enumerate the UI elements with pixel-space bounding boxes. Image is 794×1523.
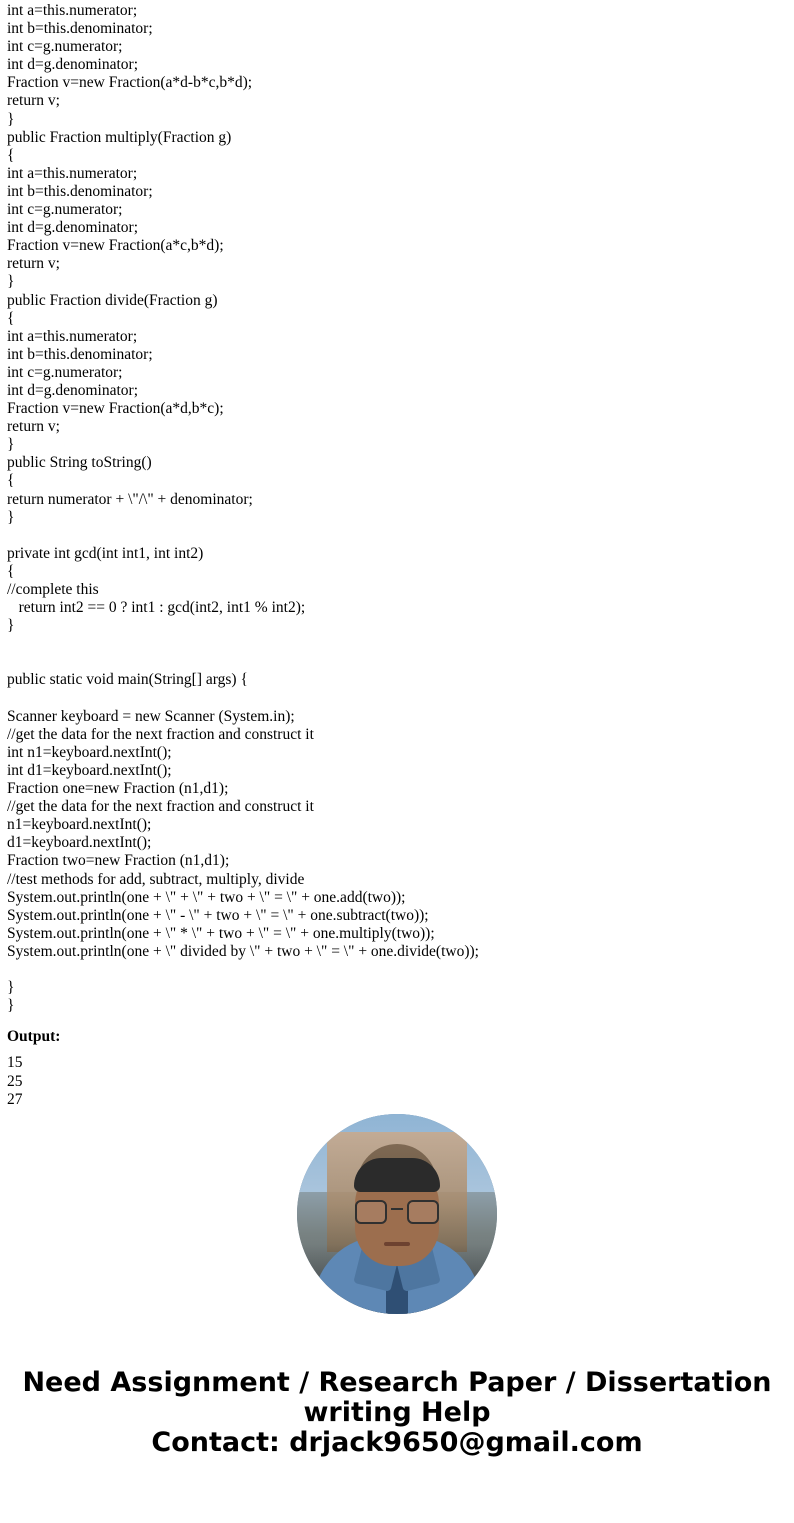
code-line: System.out.println(one + \" * \" + two + \" = \" + one.multiply(two)); (7, 924, 435, 942)
output-line: 27 (7, 1090, 23, 1107)
code-line: System.out.println(one + \" + \" + two + \" = \" + one.add(two)); (7, 888, 406, 906)
code-line (7, 527, 794, 545)
code-line: { (7, 146, 15, 164)
program-output (0, 1054, 794, 1106)
code-line: int a=this.numerator; (7, 2, 138, 19)
code-line: public static void main(String[] args) { (7, 671, 248, 689)
code-line: int b=this.denominator; (7, 345, 153, 363)
code-line: Fraction v=new Fraction(a*d-b*c,b*d); (7, 74, 253, 92)
code-line: int c=g.numerator; (7, 38, 123, 56)
code-line: } (7, 979, 15, 997)
photo-hair (354, 1158, 440, 1192)
code-line: n1=keyboard.nextInt(); (7, 816, 152, 834)
code-line (7, 690, 794, 708)
code-line: private int gcd(int int1, int int2) (7, 544, 204, 562)
code-line: int c=g.numerator; (7, 363, 123, 381)
code-line: } (7, 617, 15, 635)
code-line: } (7, 508, 15, 526)
code-line (7, 653, 794, 671)
code-line: return int2 == 0 ? int1 : gcd(int2, int1 % int2); (7, 599, 306, 617)
code-line: int d=g.denominator; (7, 56, 139, 74)
code-line: } (7, 273, 15, 291)
code-line: Fraction one=new Fraction (n1,d1); (7, 780, 229, 798)
code-line: int n1=keyboard.nextInt(); (7, 743, 172, 761)
code-line: //get the data for the next fraction and construct it (7, 798, 314, 816)
portrait-photo-wrapper (0, 1114, 794, 1314)
code-line: //test methods for add, subtract, multiply, divide (7, 870, 305, 888)
code-line: int a=this.numerator; (7, 327, 138, 345)
code-line: int b=this.denominator; (7, 20, 153, 38)
code-line: int b=this.denominator; (7, 182, 153, 200)
code-line: System.out.println(one + \" - \" + two + \" = \" + one.subtract(two)); (7, 906, 429, 924)
promo-banner (0, 1368, 794, 1458)
glasses-bridge-icon (391, 1208, 403, 1210)
code-line: return v; (7, 92, 60, 110)
code-line: public Fraction multiply(Fraction g) (7, 128, 232, 146)
output-heading: Output: (7, 1028, 61, 1046)
code-line: Fraction v=new Fraction(a*d,b*c); (7, 400, 224, 418)
code-line: //complete this (7, 581, 99, 598)
portrait-photo (297, 1114, 497, 1314)
code-line: { (7, 562, 15, 580)
code-line: //get the data for the next fraction and construct it (7, 725, 314, 743)
code-line (7, 961, 794, 979)
code-line: public String toString() (7, 454, 152, 472)
code-line: return v; (7, 418, 60, 436)
code-line: Fraction v=new Fraction(a*c,b*d); (7, 237, 224, 255)
photo-mouth (384, 1242, 410, 1246)
glasses-icon (355, 1200, 387, 1224)
code-line: int d=g.denominator; (7, 381, 139, 399)
output-line: 15 (7, 1054, 23, 1072)
code-line (7, 635, 794, 653)
code-line: } (7, 997, 15, 1015)
code-line: } (7, 436, 15, 454)
code-line: int d=g.denominator; (7, 219, 139, 237)
code-line: { (7, 309, 15, 327)
output-line: 25 (7, 1072, 23, 1090)
code-line: { (7, 472, 15, 490)
code-line: } (7, 110, 15, 128)
code-line: int a=this.numerator; (7, 164, 138, 182)
promo-contact: Contact: drjack9650@gmail.com (151, 1427, 643, 1459)
code-line: public Fraction divide(Fraction g) (7, 291, 218, 309)
code-line: Scanner keyboard = new Scanner (System.in); (7, 707, 295, 725)
promo-line-1: Need Assignment / Research Paper / Dissertation (22, 1367, 772, 1399)
code-line: int d1=keyboard.nextInt(); (7, 761, 172, 779)
code-line: Fraction two=new Fraction (n1,d1); (7, 852, 230, 870)
glasses-icon (407, 1200, 439, 1224)
code-line: return numerator + \"/\" + denominator; (7, 490, 253, 508)
code-line: int c=g.numerator; (7, 201, 123, 219)
code-line: return v; (7, 255, 60, 273)
code-line: d1=keyboard.nextInt(); (7, 834, 152, 852)
promo-line-2: writing Help (303, 1397, 491, 1429)
code-line: System.out.println(one + \" divided by \" + two + \" = \" + one.divide(two)); (7, 942, 479, 960)
